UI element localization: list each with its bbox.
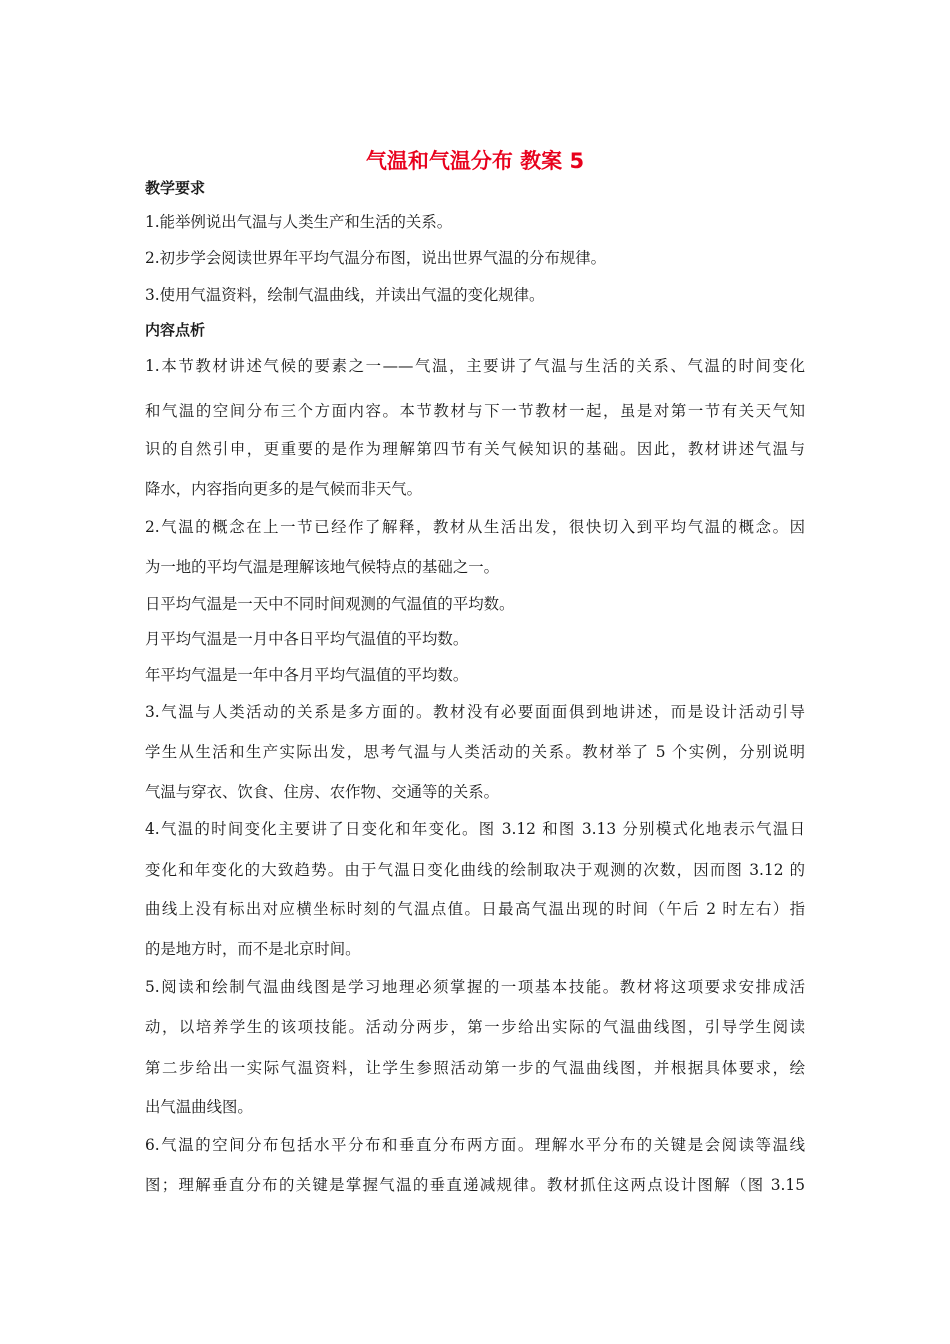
paragraph-line: 识的自然引申，更重要的是作为理解第四节有关气候知识的基础。因此，教材讲述气温与: [145, 440, 805, 458]
paragraph-line: 日平均气温是一天中不同时间观测的气温值的平均数。: [145, 595, 515, 613]
paragraph-line: 为一地的平均气温是理解该地气候特点的基础之一。: [145, 558, 499, 576]
paragraph-line: 和气温的空间分布三个方面内容。本节教材与下一节教材一起，虽是对第一节有关天气知: [145, 402, 805, 420]
paragraph-line: 第二步给出一实际气温资料，让学生参照活动第一步的气温曲线图，并根据具体要求，绘: [145, 1059, 805, 1077]
paragraph-line: 年平均气温是一年中各月平均气温值的平均数。: [145, 666, 469, 684]
section-heading-content-analysis: 内容点析: [145, 321, 206, 339]
paragraph-line: 3.使用气温资料，绘制气温曲线，并读出气温的变化规律。: [145, 286, 545, 304]
paragraph-line: 曲线上没有标出对应横坐标时刻的气温点值。日最高气温出现的时间（午后 2 时左右）指: [145, 900, 805, 918]
paragraph-line: 3.气温与人类活动的关系是多方面的。教材没有必要面面俱到地讲述，而是设计活动引导: [145, 703, 805, 721]
paragraph-line: 月平均气温是一月中各日平均气温值的平均数。: [145, 630, 469, 648]
document-title: 气温和气温分布 教案 5: [365, 149, 585, 173]
paragraph-line: 1.能举例说出气温与人类生产和生活的关系。: [145, 213, 453, 231]
paragraph-line: 学生从生活和生产实际出发，思考气温与人类活动的关系。教材举了 5 个实例，分别说明: [145, 743, 805, 761]
paragraph-line: 动，以培养学生的该项技能。活动分两步，第一步给出实际的气温曲线图，引导学生阅读: [145, 1018, 805, 1036]
paragraph-line: 5.阅读和绘制气温曲线图是学习地理必须掌握的一项基本技能。教材将这项要求安排成活: [145, 978, 805, 996]
paragraph-line: 气温与穿衣、饮食、住房、农作物、交通等的关系。: [145, 783, 499, 801]
paragraph-line: 图；理解垂直分布的关键是掌握气温的垂直递减规律。教材抓住这两点设计图解（图 3.15: [145, 1176, 805, 1194]
paragraph-line: 降水，内容指向更多的是气候而非天气。: [145, 480, 423, 498]
paragraph-line: 2.初步学会阅读世界年平均气温分布图，说出世界气温的分布规律。: [145, 249, 607, 267]
section-heading-teaching-requirements: 教学要求: [145, 179, 206, 197]
paragraph-line: 6.气温的空间分布包括水平分布和垂直分布两方面。理解水平分布的关键是会阅读等温线: [145, 1136, 805, 1154]
paragraph-line: 出气温曲线图。: [145, 1098, 253, 1116]
paragraph-line: 的是地方时，而不是北京时间。: [145, 940, 361, 958]
paragraph-line: 2.气温的概念在上一节已经作了解释，教材从生活出发，很快切入到平均气温的概念。因: [145, 518, 805, 536]
paragraph-line: 1.本节教材讲述气候的要素之一——气温，主要讲了气温与生活的关系、气温的时间变化: [145, 357, 805, 375]
paragraph-line: 4.气温的时间变化主要讲了日变化和年变化。图 3.12 和图 3.13 分别模式化地表示气温日: [145, 820, 805, 838]
paragraph-line: 变化和年变化的大致趋势。由于气温日变化曲线的绘制取决于观测的次数，因而图 3.12 的: [145, 861, 805, 879]
